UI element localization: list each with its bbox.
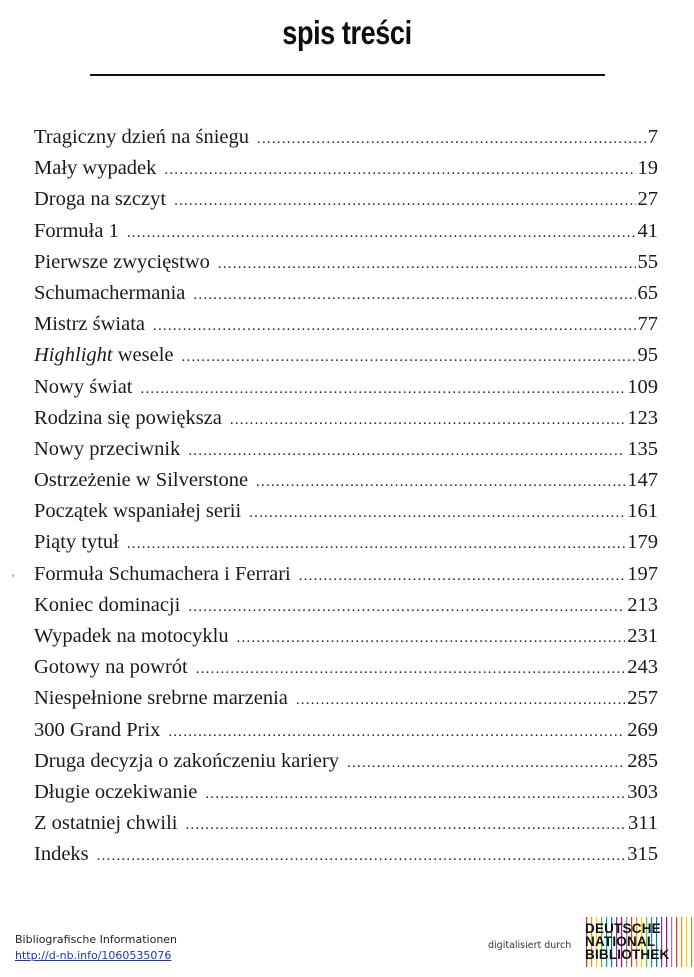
toc-leader-dots (188, 599, 625, 616)
toc-entry-title (34, 719, 160, 742)
title-rule (90, 74, 605, 76)
toc-leader-dots (182, 349, 636, 366)
toc-leader-dots (188, 443, 625, 460)
toc-entry (34, 719, 658, 750)
toc-entry-title (34, 251, 210, 274)
toc-leader-dots (196, 661, 626, 678)
toc-leader-dots (237, 630, 626, 647)
toc-leader-dots (153, 318, 635, 335)
toc-entry-page: 311 (628, 812, 658, 835)
toc-entry-page: 55 (637, 250, 658, 273)
toc-leader-dots (256, 474, 625, 491)
toc-entry-title-text: Piąty tytuł (34, 531, 119, 554)
toc-entry-title (34, 500, 241, 523)
toc-entry-page: 41 (637, 219, 658, 242)
toc-entry-title-text: Indeks (34, 843, 89, 866)
toc-entry-title-text: Niespełnione srebrne marzenia (34, 687, 288, 710)
toc-entry-page: 147 (627, 469, 658, 492)
toc-leader-dots (97, 848, 626, 865)
toc-leader-dots (164, 162, 635, 179)
toc-entry-title-text: Z ostatniej chwili (34, 812, 178, 835)
toc-entry (34, 531, 658, 562)
toc-leader-dots (299, 568, 626, 585)
toc-entry-title-text: Schumachermania (34, 281, 186, 304)
toc-leader-dots (230, 412, 625, 429)
toc-entry-page: 123 (627, 406, 658, 429)
toc-entry-title-text: Długie oczekiwanie (34, 780, 198, 803)
toc-entry-title (34, 469, 248, 492)
toc-leader-dots (205, 786, 625, 803)
logo-bar (686, 917, 687, 967)
page-title: spis treści (282, 14, 412, 51)
toc-entry-page: 257 (627, 687, 658, 710)
toc-entry-title-text: Formuła 1 (34, 219, 119, 242)
toc-entry-title (34, 313, 145, 336)
dnb-logo (584, 917, 694, 967)
toc-entry-title-text: Wypadek na motocyklu (34, 625, 229, 647)
toc-entry-title-text: Rodzina się powiększa (34, 406, 222, 429)
logo-bar (676, 917, 677, 967)
toc-entry-page: 285 (627, 749, 658, 772)
toc-entry-title (34, 812, 177, 835)
toc-entry-title (34, 376, 133, 399)
toc-entry-page: 269 (627, 718, 658, 741)
toc-entry-title (34, 750, 339, 773)
toc-entry (34, 438, 658, 469)
toc-entry-title (34, 220, 119, 243)
toc-entry-title-italic: Highlight (34, 344, 113, 367)
toc-entry-title-text: Gotowy na powrót (34, 656, 188, 679)
toc-leader-dots (257, 131, 646, 148)
toc-entry-title (34, 531, 119, 554)
toc-entry (34, 313, 658, 344)
toc-entry (34, 188, 658, 219)
toc-entry-title (34, 656, 188, 679)
logo-line-1: DEUTSCHE (585, 921, 661, 936)
toc-leader-dots (218, 256, 636, 273)
toc-entry-title-text: Pierwsze zwycięstwo (34, 250, 210, 273)
toc-entry (34, 656, 658, 687)
toc-entry-title-text: Koniec dominacji (34, 593, 181, 616)
toc-entry-page: 315 (627, 843, 658, 866)
logo-text (585, 922, 670, 961)
toc-entry-title (34, 407, 222, 430)
toc-entry-title (34, 625, 229, 648)
toc-entry (34, 625, 658, 656)
toc-entry (34, 469, 658, 500)
toc-entry-page: 213 (627, 593, 658, 616)
toc-entry-page: 179 (627, 531, 658, 554)
toc-entry (34, 843, 658, 874)
logo-bar (681, 917, 682, 967)
logo-bar (691, 917, 692, 967)
toc-entry-title-text: 300 Grand Prix (34, 718, 161, 741)
toc-entry (34, 594, 658, 625)
toc-leader-dots (193, 287, 635, 304)
toc-entry (34, 687, 658, 718)
toc-entry-page: 109 (627, 375, 658, 398)
toc-entry (34, 750, 658, 781)
toc-entry-title (34, 282, 185, 305)
toc-entry (34, 251, 658, 282)
toc-entry-title-text: wesele (112, 344, 174, 367)
toc-entry-title-text: Początek wspaniałej serii (34, 500, 242, 523)
toc-entry-title (34, 188, 166, 211)
toc-entry-title-text: Droga na szczyt (34, 188, 167, 211)
toc-entry (34, 376, 658, 407)
toc-entry-title-text: Nowy przeciwnik (34, 437, 181, 460)
toc-entry (34, 344, 658, 375)
toc-entry-title (34, 781, 197, 804)
toc-leader-dots (174, 193, 635, 210)
toc-entry-page: 27 (637, 188, 658, 211)
logo-line-3: BIBLIOTHEK (585, 947, 670, 962)
toc-entry-title (34, 594, 180, 617)
toc-entry-title (34, 344, 174, 367)
toc-entry-page: 161 (627, 500, 658, 523)
toc-entry (34, 282, 658, 313)
toc-entry-title (34, 157, 156, 180)
toc-entry-page: 303 (627, 780, 658, 803)
toc-leader-dots (185, 817, 626, 834)
toc-entry (34, 407, 658, 438)
toc-entry-title (34, 687, 288, 710)
toc-entry-page: 19 (637, 157, 658, 180)
toc-entry-page: 243 (627, 656, 658, 679)
bibliographic-info (15, 932, 177, 964)
toc-entry-title-text: Formuła Schumachera i Ferrari (34, 562, 291, 585)
toc-entry-page: 95 (637, 344, 658, 367)
toc-entry (34, 126, 658, 157)
digitized-by-label: digitalisiert durch (488, 940, 572, 951)
toc-leader-dots (127, 225, 636, 242)
toc-entry (34, 500, 658, 531)
toc-entry (34, 157, 658, 188)
toc-leader-dots (141, 381, 626, 398)
toc-entry-page: 65 (637, 281, 658, 304)
toc-entry-page: 231 (627, 625, 658, 647)
toc-leader-dots (296, 692, 625, 709)
logo-line-2: NATIONAL (585, 934, 656, 949)
toc-leader-dots (168, 724, 625, 741)
toc-entry-title-text: Mały wypadek (34, 157, 157, 180)
toc-entry-title-text: Mistrz świata (34, 313, 146, 336)
toc-entry-title (34, 126, 249, 149)
scan-artifact: ' (12, 571, 15, 585)
toc-entry-page: 7 (647, 126, 658, 148)
toc-entry-page: 77 (637, 313, 658, 336)
table-of-contents (34, 126, 658, 875)
toc-leader-dots (249, 505, 625, 522)
toc-entry (34, 220, 658, 251)
logo-bar (671, 917, 672, 967)
toc-entry-title-text: Nowy świat (34, 375, 133, 398)
toc-entry-title (34, 843, 89, 866)
toc-entry-title-text: Druga decyzja o zakończeniu kariery (34, 749, 340, 772)
biblio-label: Bibliografische Informationen (15, 933, 178, 946)
toc-entry (34, 563, 658, 594)
toc-leader-dots (347, 755, 625, 772)
toc-entry (34, 781, 658, 812)
toc-entry-title (34, 563, 291, 586)
biblio-link[interactable]: http://d-nb.info/1060535076 (15, 949, 172, 962)
toc-entry (34, 812, 658, 843)
toc-leader-dots (127, 536, 625, 553)
toc-entry-page: 135 (627, 437, 658, 460)
toc-entry-title-text: Tragiczny dzień na śniegu (34, 126, 250, 148)
toc-entry-title (34, 438, 180, 461)
toc-entry-page: 197 (627, 562, 658, 585)
toc-entry-title-text: Ostrzeżenie w Silverstone (34, 469, 249, 492)
